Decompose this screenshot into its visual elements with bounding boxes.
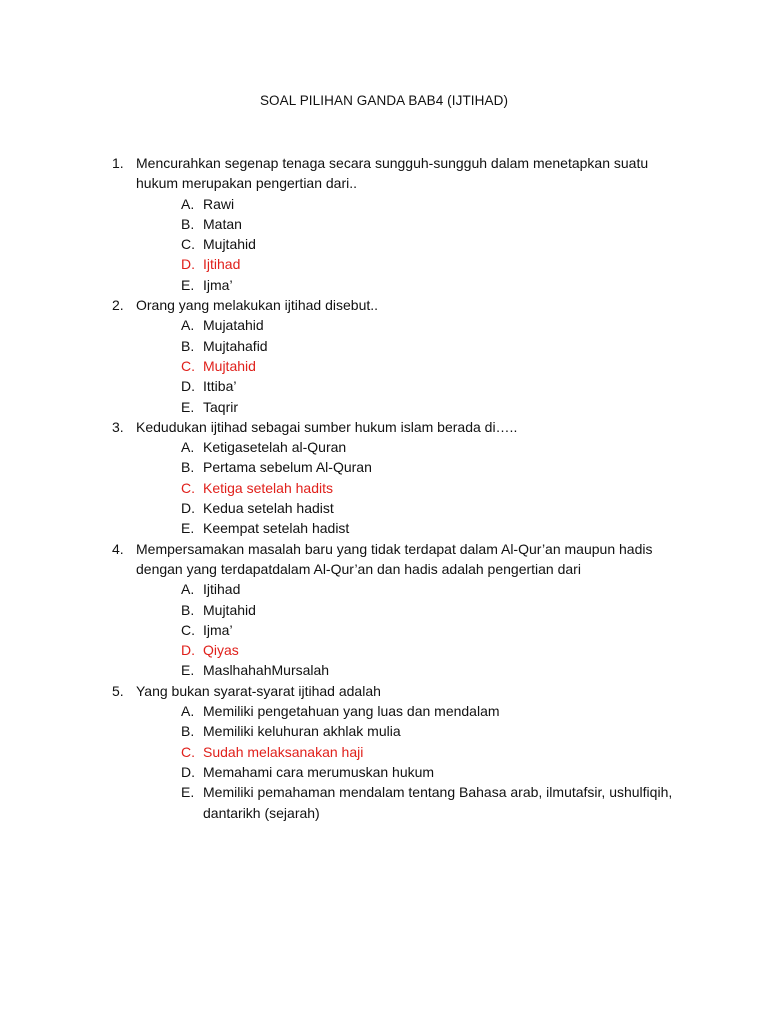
- question-5: [112, 681, 692, 823]
- question-text: Mencurahkan segenap tenaga secara sungguh-sungguh dalam menetapkan suatu hukum merupakan pengertian dari..: [136, 155, 649, 192]
- option-c: [112, 234, 692, 254]
- option-text: Ittiba’: [203, 378, 237, 395]
- option-a: [112, 579, 692, 599]
- option-text: Ketiga setelah hadits: [203, 479, 333, 496]
- option-letter: A.: [181, 317, 195, 334]
- option-text: Memiliki keluhuran akhlak mulia: [203, 723, 401, 740]
- option-text: Matan: [203, 215, 242, 232]
- option-text: Memahami cara merumuskan hukum: [203, 763, 435, 780]
- option-letter: E.: [181, 520, 195, 537]
- option-e: [112, 782, 692, 823]
- option-e: [112, 518, 692, 538]
- option-c-correct: [112, 478, 692, 498]
- question-stem: [112, 681, 692, 701]
- option-text: MaslhahahMursalah: [203, 662, 330, 679]
- option-letter: E.: [181, 276, 195, 293]
- option-letter: C.: [181, 479, 195, 496]
- question-stem: [112, 417, 692, 437]
- option-text: Ijma’: [203, 621, 233, 638]
- option-letter: E.: [181, 398, 195, 415]
- option-letter: E.: [181, 662, 195, 679]
- option-text: Mujtahid: [203, 357, 256, 374]
- option-letter: B.: [181, 601, 195, 618]
- question-number: 4.: [112, 540, 124, 557]
- option-text: Kedua setelah hadist: [203, 500, 334, 517]
- option-a: [112, 701, 692, 721]
- option-b: [112, 721, 692, 741]
- option-a: [112, 315, 692, 335]
- option-d-correct: [112, 254, 692, 274]
- option-letter: B.: [181, 215, 195, 232]
- option-letter: C.: [181, 743, 195, 760]
- option-text: Ijtihad: [203, 256, 241, 273]
- question-stem: [112, 153, 692, 194]
- option-d: [112, 498, 692, 518]
- option-list: [112, 579, 692, 680]
- option-list: [112, 437, 692, 538]
- option-text: Mujtahafid: [203, 337, 268, 354]
- option-text: Keempat setelah hadist: [203, 520, 350, 537]
- option-letter: D.: [181, 642, 195, 659]
- question-1: [112, 153, 692, 295]
- option-letter: A.: [181, 195, 195, 212]
- option-b: [112, 600, 692, 620]
- option-b: [112, 214, 692, 234]
- option-d-correct: [112, 640, 692, 660]
- option-text: Ijma’: [203, 276, 233, 293]
- question-stem: [112, 295, 692, 315]
- question-2: [112, 295, 692, 417]
- option-b: [112, 457, 692, 477]
- option-a: [112, 194, 692, 214]
- option-d: [112, 762, 692, 782]
- option-b: [112, 336, 692, 356]
- question-number: 5.: [112, 682, 124, 699]
- document-title: SOAL PILIHAN GANDA BAB4 (IJTIHAD): [259, 93, 509, 108]
- option-e: [112, 275, 692, 295]
- option-text: Pertama sebelum Al-Quran: [203, 459, 372, 476]
- option-text: Memiliki pengetahuan yang luas dan mendalam: [203, 703, 500, 720]
- question-4: [112, 539, 692, 681]
- option-text: Mujtahid: [203, 236, 256, 253]
- question-text: Mempersamakan masalah baru yang tidak terdapat dalam Al-Qur’an maupun hadis dengan yang terdapatdalam Al-Qur’an dan hadis adalah pengertian dari: [136, 540, 653, 577]
- option-letter: D.: [181, 500, 195, 517]
- question-text: Orang yang melakukan ijtihad disebut..: [136, 297, 379, 314]
- option-text: Mujatahid: [203, 317, 264, 334]
- option-letter: C.: [181, 621, 195, 638]
- option-c-correct: [112, 356, 692, 376]
- option-text: Ketigasetelah al-Quran: [203, 439, 347, 456]
- option-d: [112, 376, 692, 396]
- option-list: [112, 315, 692, 416]
- option-text: Ijtihad: [203, 581, 241, 598]
- question-text: Kedudukan ijtihad sebagai sumber hukum islam berada di…..: [136, 418, 518, 435]
- option-letter: C.: [181, 357, 195, 374]
- option-letter: D.: [181, 378, 195, 395]
- question-number: 3.: [112, 418, 124, 435]
- option-letter: C.: [181, 236, 195, 253]
- question-3: [112, 417, 692, 539]
- option-letter: D.: [181, 256, 195, 273]
- question-text: Yang bukan syarat-syarat ijtihad adalah: [136, 682, 381, 699]
- option-a: [112, 437, 692, 457]
- option-text: Mujtahid: [203, 601, 256, 618]
- option-letter: A.: [181, 439, 195, 456]
- option-c-correct: [112, 742, 692, 762]
- option-text: Sudah melaksanakan haji: [203, 743, 364, 760]
- option-letter: E.: [181, 784, 195, 801]
- question-number: 1.: [112, 155, 124, 171]
- option-list: [112, 701, 692, 823]
- option-text: Rawi: [203, 195, 235, 212]
- option-text: Memiliki pemahaman mendalam tentang Bahasa arab, ilmutafsir, ushulfiqih, dantarikh (sejarah): [203, 784, 673, 821]
- option-letter: D.: [181, 763, 195, 780]
- option-e: [112, 397, 692, 417]
- option-list: [112, 194, 692, 295]
- question-list: [112, 153, 692, 823]
- option-text: Taqrir: [203, 398, 239, 415]
- option-letter: A.: [181, 703, 195, 720]
- option-letter: B.: [181, 337, 195, 354]
- option-c: [112, 620, 692, 640]
- option-letter: A.: [181, 581, 195, 598]
- option-letter: B.: [181, 723, 195, 740]
- option-e: [112, 660, 692, 680]
- option-text: Qiyas: [203, 642, 239, 659]
- question-number: 2.: [112, 297, 124, 314]
- option-letter: B.: [181, 459, 195, 476]
- question-stem: [112, 539, 692, 580]
